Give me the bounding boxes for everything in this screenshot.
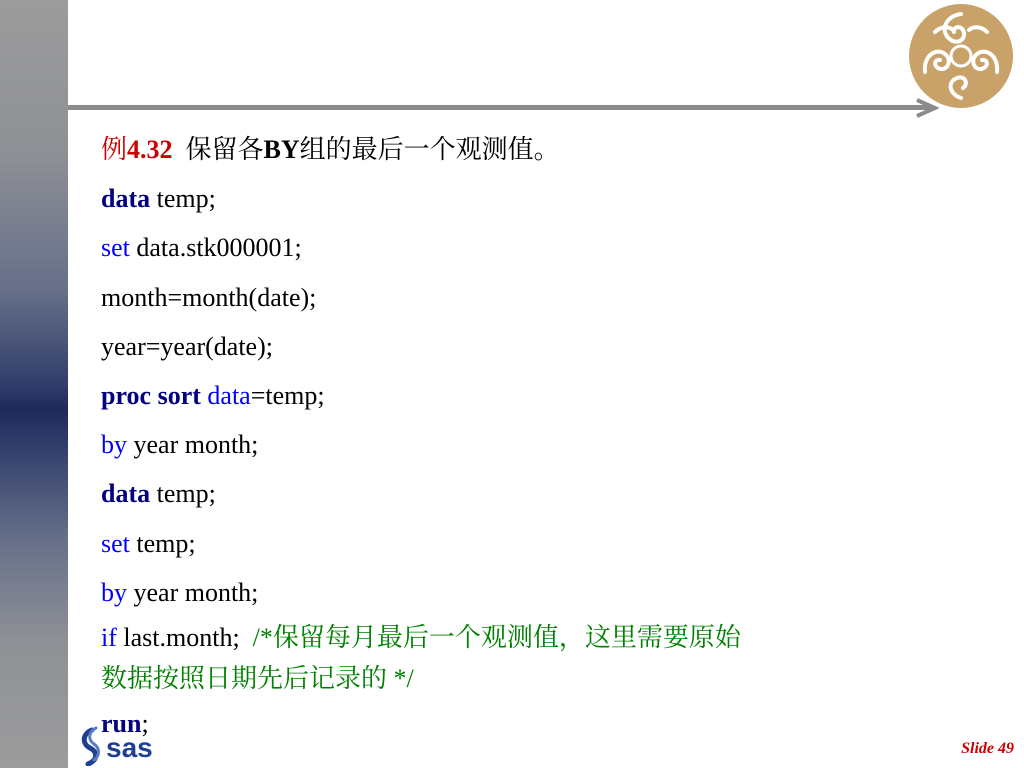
title-divider-rule bbox=[68, 105, 930, 110]
sas-logo bbox=[80, 726, 172, 766]
code-comment: 数据按照日期先后记录的 */ bbox=[101, 663, 414, 693]
code-line bbox=[101, 658, 981, 699]
code-line: by year month; bbox=[101, 577, 259, 607]
slide-title: 例4.32 保留各BY组的最后一个观测值。 bbox=[101, 135, 560, 164]
left-side-bar bbox=[0, 0, 68, 768]
code-line: run; bbox=[101, 708, 149, 738]
cloud-emblem-logo bbox=[905, 2, 1017, 110]
code-line: data temp; bbox=[101, 184, 216, 214]
code-line: data temp; bbox=[101, 479, 216, 509]
code-line: month=month(date); bbox=[101, 282, 317, 312]
code-slide-content bbox=[101, 125, 981, 748]
code-line: year=year(date); bbox=[101, 331, 273, 361]
code-line: set data.stk000001; bbox=[101, 233, 302, 263]
slide-number: Slide 49 bbox=[961, 740, 1014, 757]
sas-logo-text: sas bbox=[106, 732, 153, 763]
code-line: if last.month; /*保留每月最后一个观测值，这里需要原始 bbox=[101, 622, 741, 652]
code-line: proc sort data=temp; bbox=[101, 380, 325, 410]
code-comment: /*保留每月最后一个观测值，这里需要原始 bbox=[252, 622, 741, 652]
code-line: by year month; bbox=[101, 430, 259, 460]
code-line: set temp; bbox=[101, 528, 196, 558]
